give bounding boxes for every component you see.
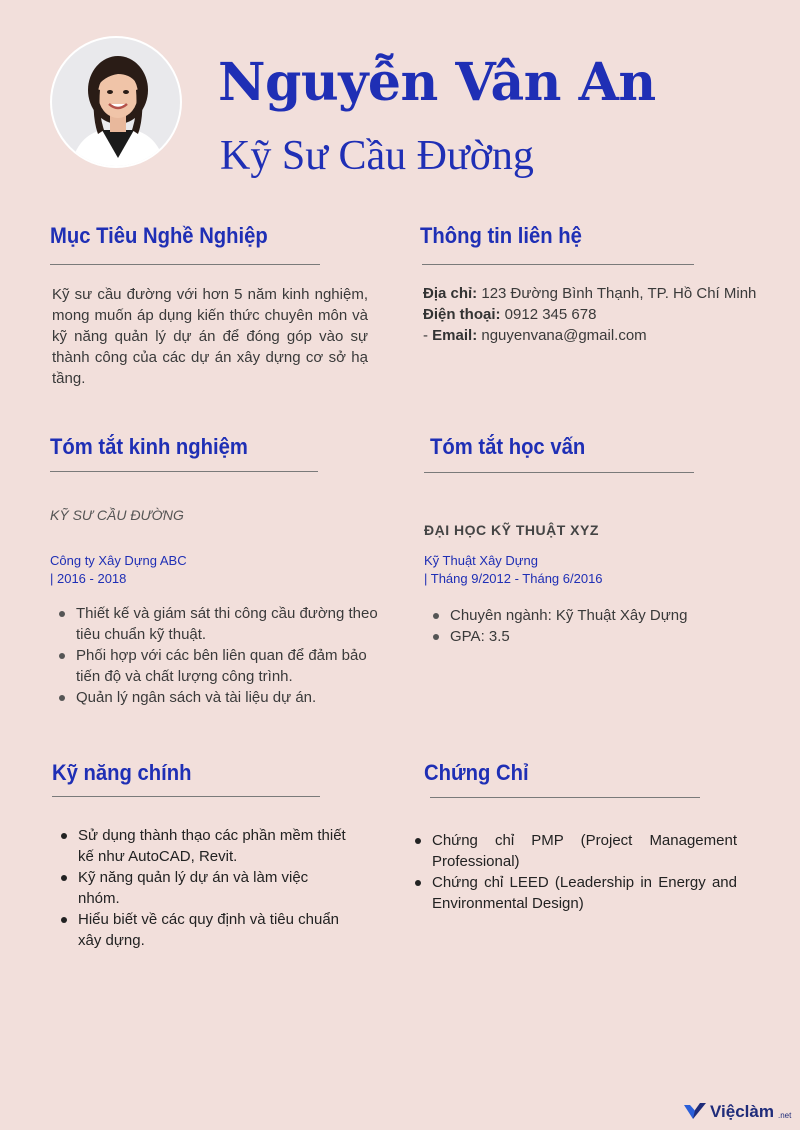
school-name: ĐẠI HỌC KỸ THUẬT XYZ xyxy=(424,522,599,538)
certificates-list xyxy=(406,830,737,914)
phone-value: 0912 345 678 xyxy=(500,306,597,323)
contact-phone xyxy=(423,304,763,325)
contact-address xyxy=(423,283,763,304)
job-period: | 2016 - 2018 xyxy=(50,571,127,586)
vieclam-logo xyxy=(684,1102,791,1122)
phone-label: Điện thoại: xyxy=(423,306,501,323)
address-value: 123 Đường Bình Thạnh, TP. Hồ Chí Minh xyxy=(477,285,757,302)
list-item: Chứng chỉ PMP (Project Management Professional) xyxy=(406,830,737,872)
address-label: Địa chỉ: xyxy=(423,285,478,302)
job-title: KỸ SƯ CẦU ĐƯỜNG xyxy=(50,507,184,523)
job-company-block xyxy=(50,552,350,588)
objective-divider xyxy=(50,264,320,265)
candidate-name: Nguyễn Vân An xyxy=(218,52,656,113)
skills-divider xyxy=(52,796,320,797)
education-title: Tóm tắt học vấn xyxy=(430,434,586,459)
list-item: Kỹ năng quản lý dự án và làm việc nhóm. xyxy=(52,867,352,909)
avatar xyxy=(50,36,182,168)
certificates-divider xyxy=(430,797,700,798)
experience-title: Tóm tắt kinh nghiệm xyxy=(50,434,248,459)
objective-title: Mục Tiêu Nghề Nghiệp xyxy=(50,223,268,248)
experience-divider xyxy=(50,471,318,472)
list-item: Phối hợp với các bên liên quan để đảm bảo tiến độ và chất lượng công trình. xyxy=(50,645,380,687)
experience-list xyxy=(50,603,380,708)
list-item: Chuyên ngành: Kỹ Thuật Xây Dựng xyxy=(424,605,754,626)
profile-photo xyxy=(52,38,182,168)
objective-text: Kỹ sư cầu đường với hơn 5 năm kinh nghiệm, mong muốn áp dụng kiến thức chuyên môn và kỹ năng quản lý dự án để đóng góp vào sự thành công của các dự án xây dựng cơ sở hạ tầng. xyxy=(52,286,368,387)
contact-email xyxy=(423,325,763,346)
email-label: Email: xyxy=(432,327,478,344)
skills-title: Kỹ năng chính xyxy=(52,760,192,785)
education-major: Kỹ Thuật Xây Dựng xyxy=(424,553,538,568)
list-item: Hiểu biết về các quy định và tiêu chuẩn xây dựng. xyxy=(52,909,352,951)
education-list xyxy=(424,605,754,647)
list-item: Thiết kế và giám sát thi công cầu đường theo tiêu chuẩn kỹ thuật. xyxy=(50,603,380,645)
vieclam-logo-text: Việclàm xyxy=(710,1102,774,1121)
list-item: GPA: 3.5 xyxy=(424,626,754,647)
education-period: | Tháng 9/2012 - Tháng 6/2016 xyxy=(424,571,603,586)
email-prefix: - xyxy=(423,327,433,344)
list-item: Chứng chỉ LEED (Leadership in Energy and Environmental Design) xyxy=(406,872,737,914)
candidate-role: Kỹ Sư Cầu Đường xyxy=(220,133,534,179)
education-major-block xyxy=(424,552,724,588)
skills-list xyxy=(52,825,352,951)
list-item: Sử dụng thành thạo các phần mềm thiết kế như AutoCAD, Revit. xyxy=(52,825,352,867)
vieclam-logo-icon xyxy=(684,1103,706,1121)
list-item: Quản lý ngân sách và tài liệu dự án. xyxy=(50,687,380,708)
certificates-title: Chứng Chỉ xyxy=(424,760,529,785)
email-value: nguyenvana@gmail.com xyxy=(477,327,647,344)
education-divider xyxy=(424,472,694,473)
vieclam-logo-suffix: .net xyxy=(777,1110,792,1120)
contact-divider xyxy=(422,264,694,265)
job-company: Công ty Xây Dựng ABC xyxy=(50,553,187,568)
contact-title: Thông tin liên hệ xyxy=(420,223,582,248)
contact-block xyxy=(423,283,763,346)
